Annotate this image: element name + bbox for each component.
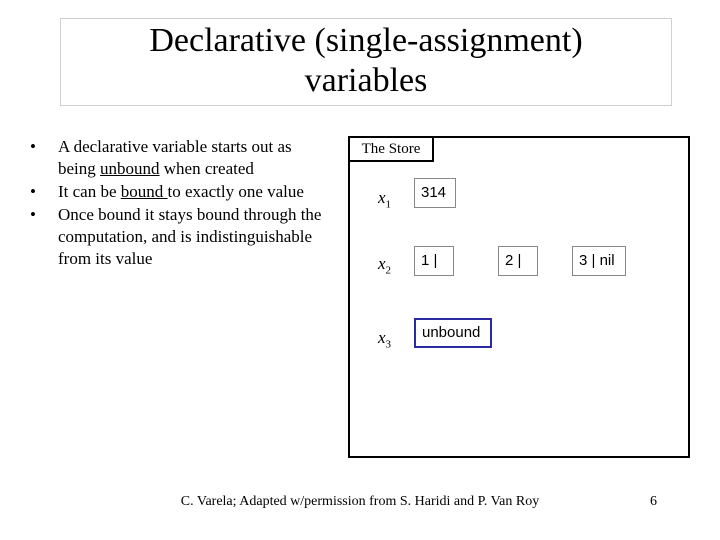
bullet-item (28, 181, 328, 203)
bullet-text: Once bound it stays bound through the computation, and is indistinguishable from its value (58, 205, 322, 268)
var-name: x (378, 188, 386, 207)
bullet-text: A declarative variable starts out as being (58, 137, 292, 178)
variable-x3 (378, 328, 391, 350)
bullet-text: when created (159, 159, 254, 178)
store-diagram (348, 136, 690, 458)
slide-title (60, 18, 672, 106)
bullet-item (28, 136, 328, 180)
store-label: The Store (348, 136, 434, 162)
x2-list-cell-3: 3 | nil (572, 246, 626, 276)
x2-list-cell-2: 2 | (498, 246, 538, 276)
footer-credit: C. Varela; Adapted w/permission from S. Haridi and P. Van Roy (180, 494, 540, 509)
page-number: 6 (650, 494, 657, 509)
title-line-2: variables (304, 62, 428, 99)
variable-x1 (378, 188, 391, 210)
bullet-text: It can be (58, 182, 121, 201)
var-name: x (378, 328, 386, 347)
var-subscript: 2 (385, 264, 392, 277)
x1-value-cell: 314 (414, 178, 456, 208)
x3-unbound-cell: unbound (414, 318, 492, 348)
x2-list-cell-1: 1 | (414, 246, 454, 276)
bullet-underlined-text: bound (120, 182, 168, 201)
var-subscript: 3 (385, 338, 392, 351)
title-line-1: Declarative (single-assignment) (149, 22, 583, 59)
var-name: x (378, 254, 386, 273)
bullet-list (28, 136, 328, 271)
var-subscript: 1 (385, 198, 392, 211)
bullet-text: to exactly one value (167, 182, 304, 201)
bullet-item (28, 204, 328, 270)
variable-x2 (378, 254, 391, 276)
bullet-underlined-text: unbound (100, 159, 160, 178)
